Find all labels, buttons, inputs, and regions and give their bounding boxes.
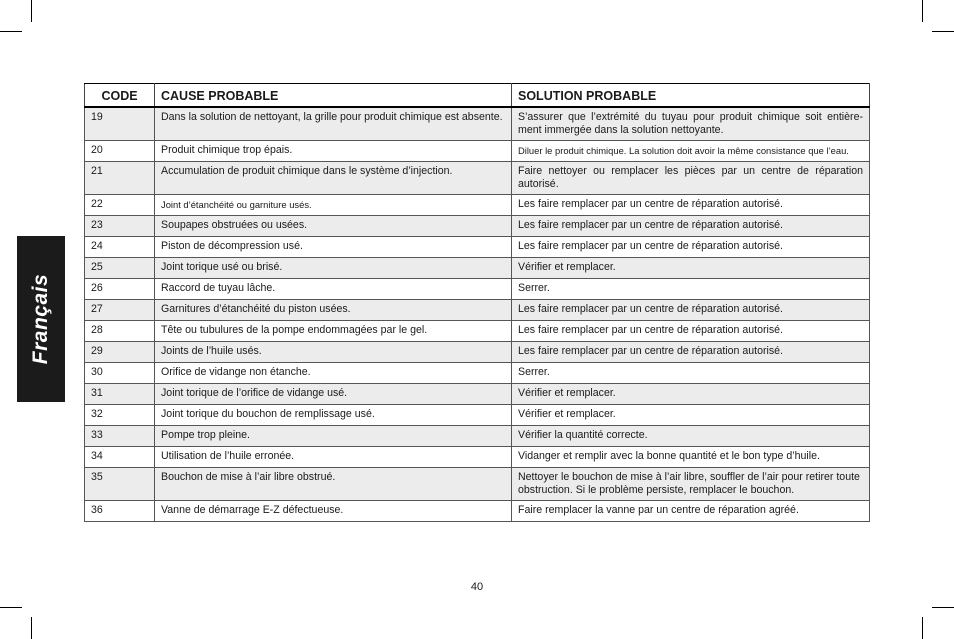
crop-mark	[0, 31, 22, 32]
table-row	[85, 195, 870, 216]
table-row	[85, 162, 870, 195]
cell-code: 29	[85, 342, 155, 363]
troubleshooting-table	[84, 83, 870, 522]
cell-cause: Produit chimique trop épais.	[155, 141, 512, 162]
cell-solution: Les faire remplacer par un centre de réparation autorisé.	[512, 300, 870, 321]
cell-solution: S’assurer que l’extrémité du tuyau pour produit chimique soit entière-ment immergée dans la solution nettoyante.	[512, 107, 870, 141]
header-code: CODE	[85, 84, 155, 108]
cell-solution: Les faire remplacer par un centre de réparation autorisé.	[512, 237, 870, 258]
cell-cause: Orifice de vidange non étanche.	[155, 363, 512, 384]
cell-code: 23	[85, 216, 155, 237]
table-row	[85, 258, 870, 279]
cell-cause: Tête ou tubulures de la pompe endommagées par le gel.	[155, 321, 512, 342]
cell-cause: Pompe trop pleine.	[155, 426, 512, 447]
cell-cause: Piston de décompression usé.	[155, 237, 512, 258]
cell-solution: Vérifier et remplacer.	[512, 384, 870, 405]
crop-mark	[932, 607, 954, 608]
cell-code: 24	[85, 237, 155, 258]
cell-cause: Dans la solution de nettoyant, la grille pour produit chimique est absente.	[155, 107, 512, 141]
table-row	[85, 501, 870, 522]
table-row	[85, 342, 870, 363]
cell-code: 19	[85, 107, 155, 141]
crop-mark	[31, 617, 32, 639]
crop-mark	[922, 617, 923, 639]
language-tab-label: Français	[29, 273, 53, 365]
cell-cause: Bouchon de mise à l’air libre obstrué.	[155, 468, 512, 501]
cell-cause: Accumulation de produit chimique dans le système d’injection.	[155, 162, 512, 195]
crop-mark	[922, 0, 923, 22]
language-tab	[17, 236, 65, 402]
cell-solution: Les faire remplacer par un centre de réparation autorisé.	[512, 216, 870, 237]
cell-cause: Joint d’étanchéité ou garniture usés.	[155, 195, 512, 216]
table-header-row	[85, 84, 870, 108]
table-row	[85, 405, 870, 426]
cell-code: 22	[85, 195, 155, 216]
header-solution: SOLUTION PROBABLE	[512, 84, 870, 108]
cell-solution: Vidanger et remplir avec la bonne quantité et le bon type d’huile.	[512, 447, 870, 468]
header-cause: CAUSE PROBABLE	[155, 84, 512, 108]
cell-code: 30	[85, 363, 155, 384]
cell-solution: Diluer le produit chimique. La solution doit avoir la même consistance que l’eau.	[512, 141, 870, 162]
crop-mark	[0, 607, 22, 608]
table-row	[85, 363, 870, 384]
cell-cause: Vanne de démarrage E-Z défectueuse.	[155, 501, 512, 522]
cell-cause: Joint torique usé ou brisé.	[155, 258, 512, 279]
cell-code: 20	[85, 141, 155, 162]
cell-solution: Vérifier la quantité correcte.	[512, 426, 870, 447]
cell-cause: Raccord de tuyau lâche.	[155, 279, 512, 300]
table-row	[85, 237, 870, 258]
cell-cause: Garnitures d’étanchéité du piston usées.	[155, 300, 512, 321]
cell-code: 25	[85, 258, 155, 279]
cell-solution: Vérifier et remplacer.	[512, 258, 870, 279]
table-row	[85, 300, 870, 321]
table-row	[85, 107, 870, 141]
cell-solution: Faire remplacer la vanne par un centre de réparation agréé.	[512, 501, 870, 522]
cell-code: 33	[85, 426, 155, 447]
table-row	[85, 279, 870, 300]
cell-cause: Joint torique du bouchon de remplissage usé.	[155, 405, 512, 426]
cell-solution: Nettoyer le bouchon de mise à l’air libre, souffler de l’air pour retirer toute obstruction. Si le problème persiste, remplacer le bouchon.	[512, 468, 870, 501]
table-row	[85, 321, 870, 342]
table-row	[85, 141, 870, 162]
table-row	[85, 468, 870, 501]
cell-solution: Faire nettoyer ou remplacer les pièces par un centre de réparation autorisé.	[512, 162, 870, 195]
cell-solution: Les faire remplacer par un centre de réparation autorisé.	[512, 321, 870, 342]
cell-cause: Joint torique de l’orifice de vidange usé.	[155, 384, 512, 405]
cell-code: 27	[85, 300, 155, 321]
cell-solution: Les faire remplacer par un centre de réparation autorisé.	[512, 195, 870, 216]
crop-mark	[31, 0, 32, 22]
cell-solution: Serrer.	[512, 363, 870, 384]
cell-code: 35	[85, 468, 155, 501]
table-row	[85, 426, 870, 447]
cell-solution: Vérifier et remplacer.	[512, 405, 870, 426]
cell-code: 36	[85, 501, 155, 522]
table-row	[85, 447, 870, 468]
cell-cause: Joints de l’huile usés.	[155, 342, 512, 363]
page-number: 40	[470, 581, 484, 593]
table-row	[85, 216, 870, 237]
crop-mark	[932, 31, 954, 32]
cell-code: 28	[85, 321, 155, 342]
cell-solution: Les faire remplacer par un centre de réparation autorisé.	[512, 342, 870, 363]
cell-code: 34	[85, 447, 155, 468]
cell-code: 32	[85, 405, 155, 426]
cell-code: 26	[85, 279, 155, 300]
cell-cause: Utilisation de l’huile erronée.	[155, 447, 512, 468]
cell-solution: Serrer.	[512, 279, 870, 300]
cell-code: 31	[85, 384, 155, 405]
cell-cause: Soupapes obstruées ou usées.	[155, 216, 512, 237]
table-row	[85, 384, 870, 405]
cell-code: 21	[85, 162, 155, 195]
